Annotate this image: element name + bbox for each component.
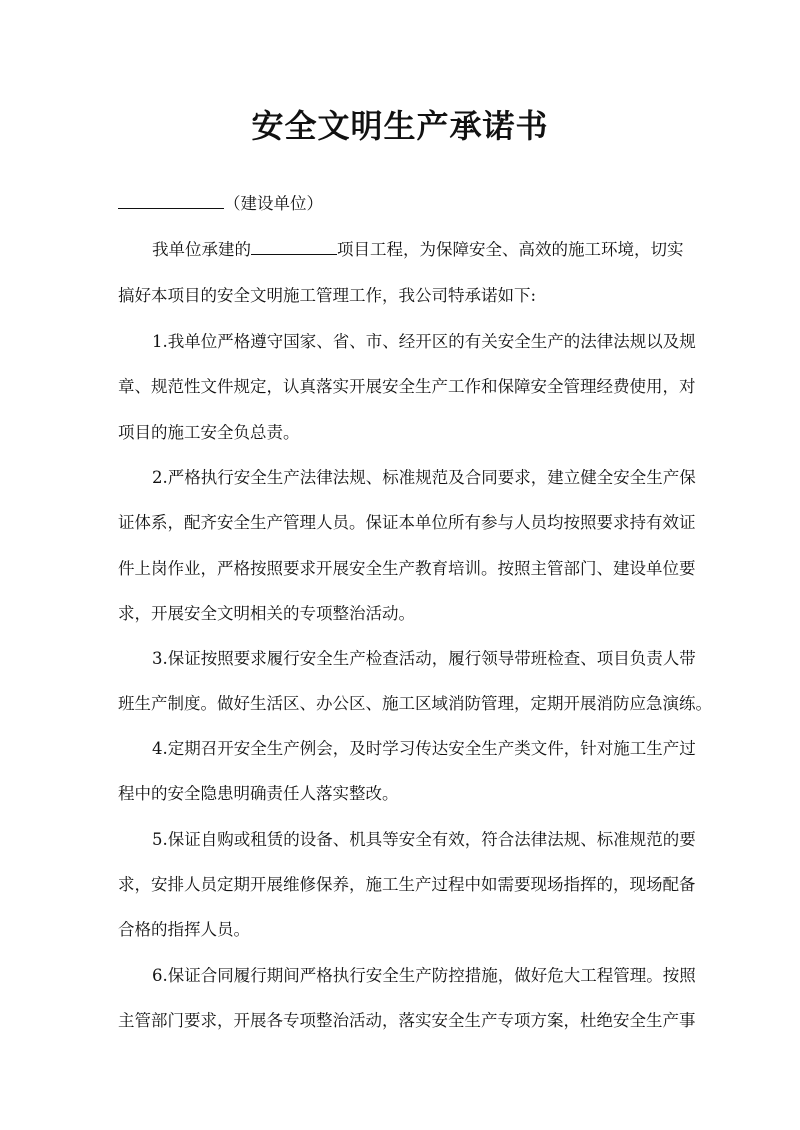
item-3-line-1: 3.保证按照要求履行安全生产检查活动，履行领导带班检查、项目负责人带 (152, 649, 696, 668)
intro-line-1 (152, 238, 752, 262)
project-name-blank (251, 238, 337, 255)
item-2-line-1: 2.严格执行安全生产法律法规、标准规范及合同要求，建立健全安全生产保 (152, 468, 696, 487)
recipient-blank (118, 192, 224, 209)
intro-before-blank: 我单位承建的 (152, 240, 251, 259)
item-1-line-2: 章、规范性文件规定，认真落实开展安全生产工作和保障安全管理经费使用，对 (118, 377, 696, 396)
item-2-line-2: 证体系，配齐安全生产管理人员。保证本单位所有参与人员均按照要求持有效证 (118, 513, 696, 532)
item-5-line-1: 5.保证自购或租赁的设备、机具等安全有效，符合法律法规、标准规范的要 (152, 830, 696, 849)
document-title: 安全文明生产承诺书 (251, 107, 549, 145)
item-6-line-1: 6.保证合同履行期间严格执行安全生产防控措施，做好危大工程管理。按照 (152, 966, 696, 985)
recipient-line (118, 192, 718, 216)
item-5-line-3: 合格的指挥人员。 (118, 920, 250, 939)
intro-line-2: 搞好本项目的安全文明施工管理工作，我公司特承诺如下: (118, 286, 537, 305)
item-2-line-3: 件上岗作业，严格按照要求开展安全生产教育培训。按照主管部门、建设单位要 (118, 559, 696, 578)
item-2-line-4: 求，开展安全文明相关的专项整治活动。 (118, 604, 415, 623)
item-5-line-2: 求，安排人员定期开展维修保养，施工生产过程中如需要现场指挥的，现场配备 (118, 875, 696, 894)
recipient-suffix: （建设单位） (224, 194, 323, 213)
item-4-line-2: 程中的安全隐患明确责任人落实整改。 (118, 784, 399, 803)
item-6-line-2: 主管部门要求，开展各专项整治活动，落实安全生产专项方案，杜绝安全生产事 (118, 1011, 696, 1030)
item-1-line-1: 1.我单位严格遵守国家、省、市、经开区的有关安全生产的法律法规以及规 (152, 332, 696, 351)
item-1-line-3: 项目的施工安全负总责。 (118, 423, 300, 442)
intro-after-blank: 项目工程，为保障安全、高效的施工环境，切实 (337, 240, 684, 259)
item-3-line-2: 班生产制度。做好生活区、办公区、施工区域消防管理，定期开展消防应急演练。 (118, 694, 712, 713)
item-4-line-1: 4.定期召开安全生产例会，及时学习传达安全生产类文件，针对施工生产过 (152, 739, 696, 758)
